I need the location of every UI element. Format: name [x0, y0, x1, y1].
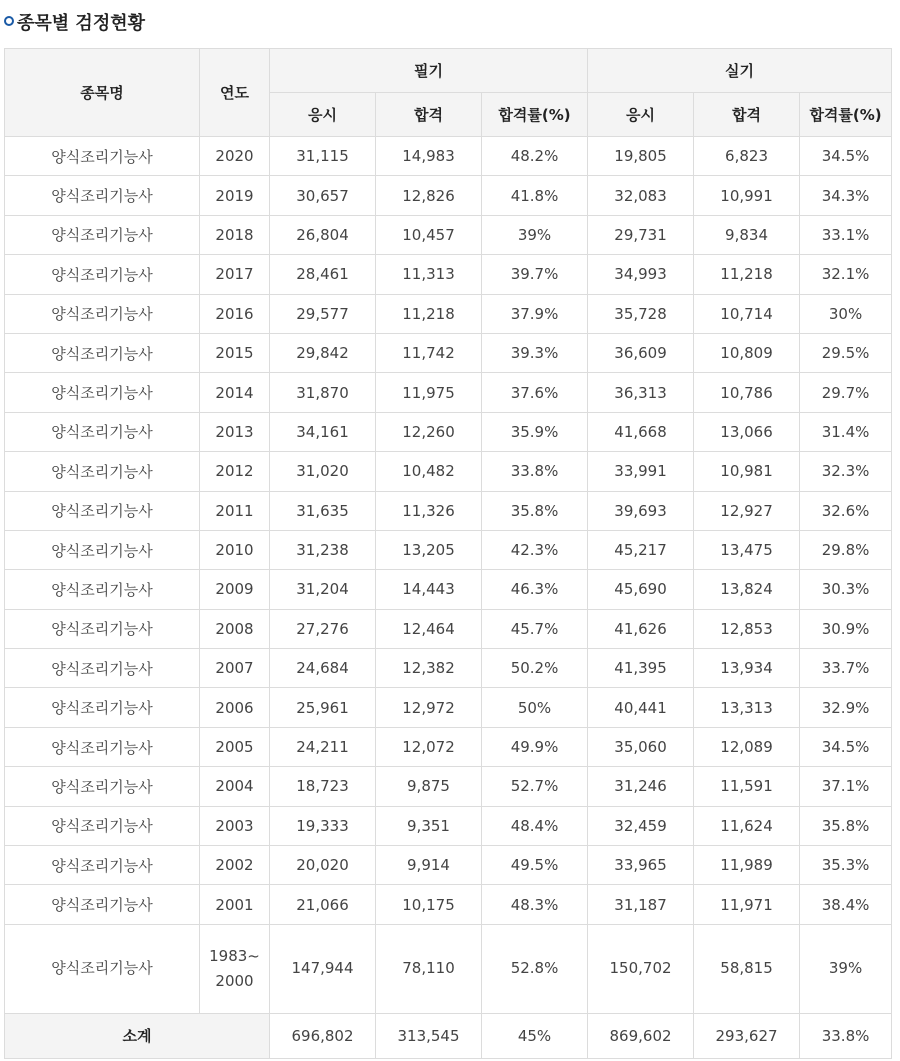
cell-written-rate: 50% — [482, 688, 588, 727]
cell-written-rate: 50.2% — [482, 649, 588, 688]
cell-written-applicants: 34,161 — [270, 412, 376, 451]
cell-written-rate: 42.3% — [482, 530, 588, 569]
cell-written-passed: 12,260 — [376, 412, 482, 451]
cell-practical-passed: 10,981 — [694, 452, 800, 491]
cell-written-rate: 48.3% — [482, 885, 588, 924]
cell-practical-applicants: 36,313 — [588, 373, 694, 412]
cell-year: 2014 — [200, 373, 270, 412]
cell-written-applicants: 147,944 — [270, 924, 376, 1013]
cell-year: 2005 — [200, 727, 270, 766]
table-row — [5, 137, 892, 176]
cell-practical-passed: 58,815 — [694, 924, 800, 1013]
table-row — [5, 215, 892, 254]
cell-written-passed: 10,457 — [376, 215, 482, 254]
cell-item-name: 양식조리기능사 — [5, 215, 200, 254]
cell-item-name: 양식조리기능사 — [5, 570, 200, 609]
cell-written-passed: 78,110 — [376, 924, 482, 1013]
cell-item-name: 양식조리기능사 — [5, 491, 200, 530]
cell-year: 2004 — [200, 767, 270, 806]
col-group-written: 필기 — [270, 49, 588, 93]
cell-practical-passed: 12,853 — [694, 609, 800, 648]
cell-year: 2015 — [200, 333, 270, 372]
cell-practical-passed: 11,218 — [694, 255, 800, 294]
cell-year: 2019 — [200, 176, 270, 215]
cell-written-applicants: 24,211 — [270, 727, 376, 766]
cell-item-name: 양식조리기능사 — [5, 727, 200, 766]
cell-practical-rate: 32.3% — [800, 452, 892, 491]
cell-practical-applicants: 150,702 — [588, 924, 694, 1013]
table-row — [5, 727, 892, 766]
cell-written-applicants: 20,020 — [270, 846, 376, 885]
cell-written-passed: 12,464 — [376, 609, 482, 648]
cell-practical-rate: 32.6% — [800, 491, 892, 530]
cell-practical-passed: 13,475 — [694, 530, 800, 569]
table-row — [5, 452, 892, 491]
cell-practical-rate: 32.9% — [800, 688, 892, 727]
cell-practical-passed: 10,809 — [694, 333, 800, 372]
cell-written-applicants: 25,961 — [270, 688, 376, 727]
cell-year: 2007 — [200, 649, 270, 688]
table-total-row — [5, 1013, 892, 1058]
cell-item-name: 양식조리기능사 — [5, 885, 200, 924]
cell-written-rate: 41.8% — [482, 176, 588, 215]
cell-practical-applicants: 36,609 — [588, 333, 694, 372]
cell-practical-rate: 37.1% — [800, 767, 892, 806]
cell-written-rate: 49.9% — [482, 727, 588, 766]
cell-practical-passed: 13,066 — [694, 412, 800, 451]
cell-year: 2020 — [200, 137, 270, 176]
cell-practical-applicants: 33,965 — [588, 846, 694, 885]
cell-practical-passed: 13,313 — [694, 688, 800, 727]
cell-practical-rate: 31.4% — [800, 412, 892, 451]
cell-practical-passed: 13,824 — [694, 570, 800, 609]
cell-written-applicants: 31,635 — [270, 491, 376, 530]
cell-written-rate: 52.7% — [482, 767, 588, 806]
cell-written-passed: 10,175 — [376, 885, 482, 924]
cell-item-name: 양식조리기능사 — [5, 412, 200, 451]
cell-written-applicants: 19,333 — [270, 806, 376, 845]
cell-written-rate: 37.9% — [482, 294, 588, 333]
cell-year: 2012 — [200, 452, 270, 491]
cell-practical-rate: 30.3% — [800, 570, 892, 609]
cell-written-passed: 12,382 — [376, 649, 482, 688]
table-body — [5, 137, 892, 1059]
table-row — [5, 294, 892, 333]
cell-written-passed: 12,826 — [376, 176, 482, 215]
cell-written-passed: 11,742 — [376, 333, 482, 372]
cell-item-name: 양식조리기능사 — [5, 767, 200, 806]
cell-item-name: 양식조리기능사 — [5, 333, 200, 372]
cell-practical-rate: 34.3% — [800, 176, 892, 215]
cell-written-rate: 48.4% — [482, 806, 588, 845]
cell-practical-rate: 29.8% — [800, 530, 892, 569]
cell-practical-applicants: 32,459 — [588, 806, 694, 845]
cell-written-passed: 12,072 — [376, 727, 482, 766]
cell-written-applicants: 24,684 — [270, 649, 376, 688]
cell-practical-applicants: 41,668 — [588, 412, 694, 451]
col-header-written-rate: 합격률(%) — [482, 93, 588, 137]
total-written-passed: 313,545 — [376, 1013, 482, 1058]
cell-practical-applicants: 39,693 — [588, 491, 694, 530]
cell-item-name: 양식조리기능사 — [5, 530, 200, 569]
cell-written-passed: 9,351 — [376, 806, 482, 845]
total-practical-passed: 293,627 — [694, 1013, 800, 1058]
cell-written-passed: 14,983 — [376, 137, 482, 176]
cell-written-passed: 11,975 — [376, 373, 482, 412]
cell-written-applicants: 18,723 — [270, 767, 376, 806]
bullet-circle-icon — [4, 16, 14, 26]
cell-year: 2002 — [200, 846, 270, 885]
cell-written-applicants: 28,461 — [270, 255, 376, 294]
table-row — [5, 333, 892, 372]
cell-practical-rate: 34.5% — [800, 137, 892, 176]
cell-practical-passed: 10,714 — [694, 294, 800, 333]
col-header-written-passed: 합격 — [376, 93, 482, 137]
total-written-rate: 45% — [482, 1013, 588, 1058]
col-header-name: 종목명 — [5, 49, 200, 137]
cell-practical-passed: 11,989 — [694, 846, 800, 885]
col-group-practical: 실기 — [588, 49, 892, 93]
table-row — [5, 767, 892, 806]
cell-practical-passed: 11,591 — [694, 767, 800, 806]
cell-written-applicants: 31,204 — [270, 570, 376, 609]
cell-practical-applicants: 45,217 — [588, 530, 694, 569]
cell-year: 2018 — [200, 215, 270, 254]
cell-written-rate: 35.9% — [482, 412, 588, 451]
cell-item-name: 양식조리기능사 — [5, 649, 200, 688]
cell-written-passed: 9,875 — [376, 767, 482, 806]
cell-written-rate: 52.8% — [482, 924, 588, 1013]
total-label: 소계 — [5, 1013, 270, 1058]
cell-year: 2008 — [200, 609, 270, 648]
col-header-practical-passed: 합격 — [694, 93, 800, 137]
cell-practical-rate: 29.5% — [800, 333, 892, 372]
table-row — [5, 649, 892, 688]
cell-written-rate: 48.2% — [482, 137, 588, 176]
cell-written-passed: 11,218 — [376, 294, 482, 333]
cell-practical-applicants: 29,731 — [588, 215, 694, 254]
cell-written-rate: 49.5% — [482, 846, 588, 885]
page-title: 종목별 검정현황 — [17, 13, 145, 34]
table-row — [5, 255, 892, 294]
cell-written-applicants: 31,870 — [270, 373, 376, 412]
cell-year: 2003 — [200, 806, 270, 845]
cell-practical-applicants: 40,441 — [588, 688, 694, 727]
cell-practical-applicants: 45,690 — [588, 570, 694, 609]
table-row — [5, 846, 892, 885]
col-header-practical-rate: 합격률(%) — [800, 93, 892, 137]
cell-year: 2011 — [200, 491, 270, 530]
cell-year: 2017 — [200, 255, 270, 294]
cell-written-rate: 45.7% — [482, 609, 588, 648]
cell-practical-passed: 10,991 — [694, 176, 800, 215]
cell-written-applicants: 31,115 — [270, 137, 376, 176]
cell-written-applicants: 27,276 — [270, 609, 376, 648]
cell-practical-passed: 11,624 — [694, 806, 800, 845]
cell-written-passed: 10,482 — [376, 452, 482, 491]
cell-item-name: 양식조리기능사 — [5, 452, 200, 491]
cell-written-passed: 12,972 — [376, 688, 482, 727]
cell-practical-passed: 10,786 — [694, 373, 800, 412]
cell-practical-rate: 34.5% — [800, 727, 892, 766]
cell-year: 2013 — [200, 412, 270, 451]
cell-item-name: 양식조리기능사 — [5, 806, 200, 845]
cell-item-name: 양식조리기능사 — [5, 176, 200, 215]
table-row — [5, 885, 892, 924]
table-row — [5, 924, 892, 1013]
cell-practical-applicants: 31,187 — [588, 885, 694, 924]
cell-year: 1983~2000 — [200, 924, 270, 1013]
cell-written-rate: 33.8% — [482, 452, 588, 491]
cell-written-passed: 11,313 — [376, 255, 482, 294]
table-row — [5, 530, 892, 569]
cell-practical-passed: 11,971 — [694, 885, 800, 924]
total-practical-rate: 33.8% — [800, 1013, 892, 1058]
cell-written-applicants: 29,842 — [270, 333, 376, 372]
cell-written-passed: 14,443 — [376, 570, 482, 609]
cell-practical-passed: 13,934 — [694, 649, 800, 688]
cell-practical-applicants: 32,083 — [588, 176, 694, 215]
cell-practical-passed: 12,927 — [694, 491, 800, 530]
cell-practical-rate: 32.1% — [800, 255, 892, 294]
cell-written-passed: 9,914 — [376, 846, 482, 885]
cell-practical-applicants: 19,805 — [588, 137, 694, 176]
cell-practical-applicants: 41,626 — [588, 609, 694, 648]
cell-written-rate: 39.3% — [482, 333, 588, 372]
cell-practical-rate: 33.7% — [800, 649, 892, 688]
cell-written-applicants: 31,020 — [270, 452, 376, 491]
cell-practical-passed: 9,834 — [694, 215, 800, 254]
exam-stats-table — [4, 48, 892, 1059]
section-header — [0, 0, 900, 46]
cell-practical-rate: 38.4% — [800, 885, 892, 924]
table-row — [5, 688, 892, 727]
cell-item-name: 양식조리기능사 — [5, 924, 200, 1013]
cell-practical-passed: 6,823 — [694, 137, 800, 176]
cell-written-applicants: 21,066 — [270, 885, 376, 924]
cell-practical-rate: 30% — [800, 294, 892, 333]
table-row — [5, 373, 892, 412]
cell-item-name: 양식조리기능사 — [5, 137, 200, 176]
table-header — [5, 49, 892, 137]
cell-written-applicants: 30,657 — [270, 176, 376, 215]
cell-item-name: 양식조리기능사 — [5, 846, 200, 885]
total-written-applicants: 696,802 — [270, 1013, 376, 1058]
cell-practical-applicants: 34,993 — [588, 255, 694, 294]
cell-practical-applicants: 35,060 — [588, 727, 694, 766]
table-row — [5, 570, 892, 609]
cell-year: 2009 — [200, 570, 270, 609]
cell-practical-rate: 29.7% — [800, 373, 892, 412]
cell-practical-applicants: 35,728 — [588, 294, 694, 333]
cell-written-applicants: 29,577 — [270, 294, 376, 333]
table-row — [5, 412, 892, 451]
cell-practical-applicants: 33,991 — [588, 452, 694, 491]
table-row — [5, 491, 892, 530]
cell-item-name: 양식조리기능사 — [5, 294, 200, 333]
cell-item-name: 양식조리기능사 — [5, 688, 200, 727]
table-row — [5, 176, 892, 215]
table-row — [5, 806, 892, 845]
cell-practical-passed: 12,089 — [694, 727, 800, 766]
cell-practical-rate: 33.1% — [800, 215, 892, 254]
cell-year: 2016 — [200, 294, 270, 333]
cell-practical-rate: 35.8% — [800, 806, 892, 845]
cell-written-applicants: 31,238 — [270, 530, 376, 569]
cell-written-rate: 39% — [482, 215, 588, 254]
cell-item-name: 양식조리기능사 — [5, 373, 200, 412]
col-header-practical-applicants: 응시 — [588, 93, 694, 137]
cell-year: 2006 — [200, 688, 270, 727]
cell-written-rate: 37.6% — [482, 373, 588, 412]
table-row — [5, 609, 892, 648]
total-practical-applicants: 869,602 — [588, 1013, 694, 1058]
col-header-written-applicants: 응시 — [270, 93, 376, 137]
cell-item-name: 양식조리기능사 — [5, 609, 200, 648]
cell-written-passed: 13,205 — [376, 530, 482, 569]
cell-written-rate: 35.8% — [482, 491, 588, 530]
cell-written-rate: 39.7% — [482, 255, 588, 294]
cell-practical-rate: 35.3% — [800, 846, 892, 885]
cell-year: 2010 — [200, 530, 270, 569]
cell-practical-applicants: 31,246 — [588, 767, 694, 806]
cell-year: 2001 — [200, 885, 270, 924]
cell-practical-applicants: 41,395 — [588, 649, 694, 688]
cell-practical-rate: 39% — [800, 924, 892, 1013]
cell-practical-rate: 30.9% — [800, 609, 892, 648]
cell-written-rate: 46.3% — [482, 570, 588, 609]
cell-written-applicants: 26,804 — [270, 215, 376, 254]
cell-item-name: 양식조리기능사 — [5, 255, 200, 294]
cell-written-passed: 11,326 — [376, 491, 482, 530]
col-header-year: 연도 — [200, 49, 270, 137]
